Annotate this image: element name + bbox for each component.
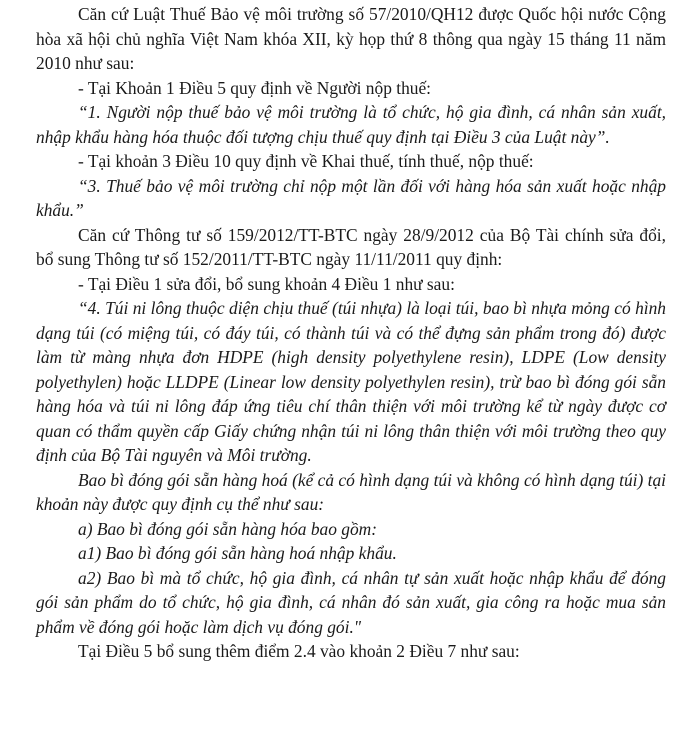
quote-plastic-bag-definition: “4. Túi ni lông thuộc diện chịu thuế (túi nhựa) là loại túi, bao bì nhựa mỏng có hình dạng túi (có miệng túi, có đáy túi, có thành túi và có thể đựng sản phẩm trong đó) được làm từ màng nhựa đơn HDPE (high density polyethylene resin), LDPE (Low density polyethylen) hoặc LLDPE (Linear low density polyethylen resin), trừ bao bì đóng gói sẵn hàng hóa và túi ni lông đáp ứng tiêu chí thân thiện với môi trường kể từ ngày được cơ quan có thẩm quyền cấp Giấy chứng nhận túi ni lông thân thiện với môi trường theo quy định của Bộ Tài nguyên và Môi trường. [36, 298, 666, 465]
paragraph-clause-1-article-5: - Tại Khoản 1 Điều 5 quy định về Người nộp thuế: [78, 77, 432, 98]
paragraph-legal-basis: Căn cứ Luật Thuế Bảo vệ môi trường số 57/2010/QH12 được Quốc hội nước Cộng hòa xã hội chủ nghĩa Việt Nam khóa XII, kỳ họp thứ 8 thông qua ngày 15 tháng 11 năm 2010 như sau: [36, 4, 666, 73]
quote-taxpayer-definition: “1. Người nộp thuế bảo vệ môi trường là tổ chức, hộ gia đình, cá nhân sản xuất, nhập khẩu hàng hóa thuộc đối tượng chịu thuế quy định tại Điều 3 của Luật này”. [36, 102, 666, 147]
paragraph-clause-3-article-10: - Tại khoản 3 Điều 10 quy định về Khai thuế, tính thuế, nộp thuế: [78, 151, 534, 171]
paragraph-circular-159: Căn cứ Thông tư số 159/2012/TT-BTC ngày 28/9/2012 của Bộ Tài chính sửa đổi, bổ sung Thông tư số 152/2011/TT-BTC ngày 11/11/2011 quy định: [36, 224, 666, 269]
paragraph-article-1-amendment: - Tại Điều 1 sửa đổi, bổ sung khoản 4 Điều 1 như sau: [78, 273, 455, 294]
paragraph-article-5-addition: Tại Điều 5 bổ sung thêm điểm 2.4 vào khoản 2 Điều 7 như sau: [78, 641, 520, 661]
quote-packaging-intro: Bao bì đóng gói sẵn hàng hoá (kể cả có hình dạng túi và không có hình dạng túi) tại khoản này được quy định cụ thể như sau: [36, 469, 666, 514]
quote-tax-paid-once: “3. Thuế bảo vệ môi trường chỉ nộp một lần đối với hàng hóa sản xuất hoặc nhập khẩu.” [36, 175, 666, 220]
quote-item-a1: a1) Bao bì đóng gói sẵn hàng hoá nhập khẩu. [78, 543, 397, 563]
quote-item-a: a) Bao bì đóng gói sẵn hàng hóa bao gồm: [78, 518, 378, 539]
quote-item-a2: a2) Bao bì mà tổ chức, hộ gia đình, cá nhân tự sản xuất hoặc nhập khẩu để đóng gói sản phẩm do tổ chức, hộ gia đình, cá nhân đó sản xuất, gia công ra hoặc mua sản phẩm về đóng gói hoặc làm dịch vụ đóng gói." [36, 567, 666, 637]
